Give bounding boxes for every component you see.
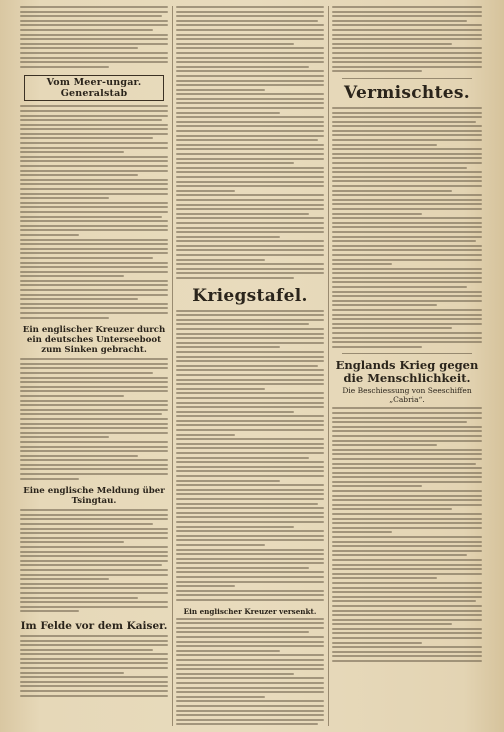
article-text bbox=[20, 105, 168, 321]
article-text bbox=[332, 407, 482, 664]
article-text bbox=[176, 6, 324, 282]
column-rule bbox=[172, 6, 173, 726]
article-text bbox=[20, 635, 168, 699]
column-right bbox=[332, 6, 482, 728]
article-text bbox=[20, 509, 168, 615]
headline-kriegstafel: Kriegstafel. bbox=[192, 285, 308, 306]
article-text bbox=[332, 107, 482, 350]
headline-kreuzer-unterseeboot: Ein englischer Kreuzer durch ein deutsches Unterseeboot zum Sinken gebracht. bbox=[22, 325, 166, 356]
section-vermischtes: Vermischtes. bbox=[344, 82, 470, 103]
headline-tsingtau: Eine englische Meldung über Tsingtau. bbox=[23, 486, 165, 507]
column-middle bbox=[176, 6, 324, 728]
headline-felde-kaiser: Im Felde vor dem Kaiser. bbox=[20, 619, 168, 632]
article-text bbox=[20, 358, 168, 482]
article-text bbox=[332, 6, 482, 75]
subheadline-cabria: Die Beschiessung von Seeschiffen „Cabria“. bbox=[342, 386, 472, 405]
article-text bbox=[176, 310, 324, 604]
headline-englands-krieg: Englands Krieg gegen die Menschlichkeit. bbox=[335, 358, 479, 386]
column-left bbox=[20, 6, 168, 728]
headline-kreuzer-versenkt: Ein englischer Kreuzer versenkt. bbox=[183, 606, 317, 616]
article-text bbox=[20, 6, 168, 70]
article-text bbox=[176, 618, 324, 728]
divider bbox=[342, 78, 472, 79]
headline-generalstab: Vom Meer-ungar. Generalstab bbox=[24, 75, 164, 101]
column-rule bbox=[328, 6, 329, 726]
divider bbox=[342, 353, 472, 354]
